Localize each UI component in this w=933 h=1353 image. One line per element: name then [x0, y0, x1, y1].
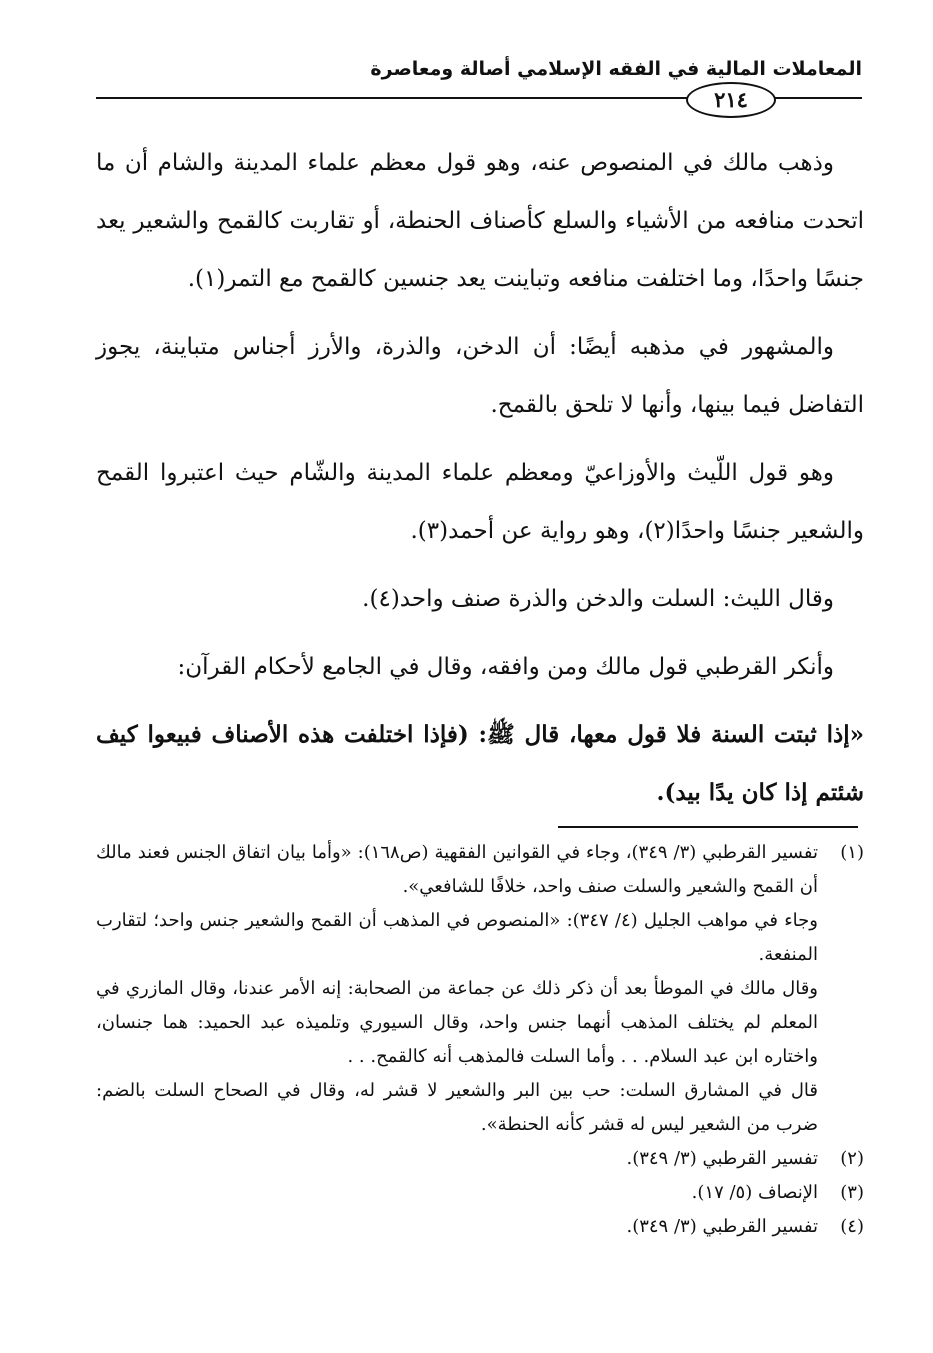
footnote-number: (٢): [840, 1148, 864, 1169]
main-text: [96, 134, 864, 832]
footnote-body: [96, 836, 818, 1142]
footnote-divider: [558, 826, 858, 828]
paragraph: وذهب مالك في المنصوص عنه، وهو قول معظم علماء المدينة والشام أن ما اتحدت منافعه من الأشياء والسلع كأصناف الحنطة، أو تقاربت كالقمح والشعير يعد جنسًا واحدًا، وما اختلفت منافعه وتباينت يعد جنسين كالقمح مع التمر(١).: [96, 150, 864, 292]
footnote-2: [96, 1142, 864, 1176]
footnote-body: [96, 1210, 818, 1244]
footnote-text: وقال مالك في الموطأ بعد أن ذكر ذلك عن جماعة من الصحابة: إنه الأمر عندنا، وقال المازري في المعلم لم يختلف المذهب أنهما جنس واحد، وقال السيوري وتلميذه عبد الحميد: هما جنسان، واختاره ابن عبد السلام. . . وأما السلت فالمذهب أنه كالقمح. . .: [96, 978, 818, 1067]
footnotes: [96, 836, 864, 1244]
paragraph: وهو قول اللّيث والأوزاعيّ ومعظم علماء المدينة والشّام حيث اعتبروا القمح والشعير جنسًا واحدًا(٢)، وهو رواية عن أحمد(٣).: [96, 460, 864, 544]
footnote-body: [96, 1142, 818, 1176]
running-header-title: المعاملات المالية في الفقه الإسلامي أصالة ومعاصرة: [370, 58, 862, 80]
footnote-body: [96, 1176, 818, 1210]
paragraph: وأنكر القرطبي قول مالك ومن وافقه، وقال في الجامع لأحكام القرآن:: [177, 654, 834, 680]
footnote-text: وجاء في مواهب الجليل (٤/ ٣٤٧): «المنصوص في المذهب أن القمح والشعير جنس واحد؛ لتقارب المنفعة.: [96, 910, 818, 965]
footnote-number: (١): [840, 842, 864, 863]
footnote-text: تفسير القرطبي (٣/ ٣٤٩).: [626, 1216, 818, 1237]
footnote-text: قال في المشارق السلت: حب بين البر والشعير لا قشر له، وقال في الصحاح السلت بالضم: ضرب من الشعير ليس له قشر كأنه الحنطة».: [96, 1080, 818, 1135]
quoted-passage: «إذا ثبتت السنة فلا قول معها، قال ﷺ: (فإذا اختلفت هذه الأصناف فبيعوا كيف شئتم إذا كان يدًا بيد).: [96, 721, 864, 806]
footnote-1: [96, 836, 864, 1142]
footnote-4: [96, 1210, 864, 1244]
footnote-text: تفسير القرطبي (٣/ ٣٤٩)، وجاء في القوانين الفقهية (ص١٦٨): «وأما بيان اتفاق الجنس فعند مالك أن القمح والشعير والسلت صنف واحد، خلافًا للشافعي».: [96, 842, 818, 897]
footnote-3: [96, 1176, 864, 1210]
paragraph: وقال الليث: السلت والدخن والذرة صنف واحد(٤).: [362, 586, 834, 612]
footnote-text: تفسير القرطبي (٣/ ٣٤٩).: [626, 1148, 818, 1169]
paragraph: والمشهور في مذهبه أيضًا: أن الدخن، والذرة، والأرز أجناس متباينة، يجوز التفاضل فيما بينها، وأنها لا تلحق بالقمح.: [96, 334, 864, 418]
page-number: ٢١٤: [686, 82, 776, 118]
footnote-text: الإنصاف (٥/ ١٧).: [691, 1182, 818, 1203]
footnote-number: (٤): [840, 1216, 864, 1237]
footnote-number: (٣): [840, 1182, 864, 1203]
